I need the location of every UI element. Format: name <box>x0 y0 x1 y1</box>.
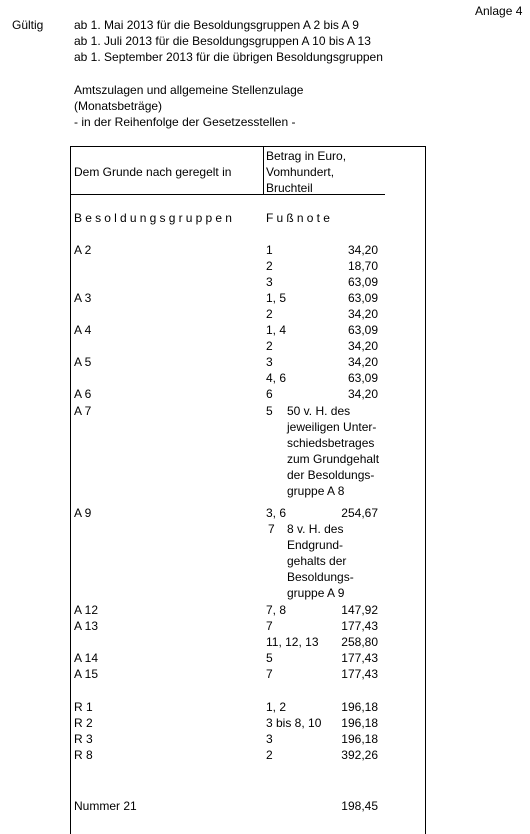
row-footnote: 2 <box>266 307 273 321</box>
row-footnote: 3 <box>266 355 273 369</box>
row-group: A 15 <box>74 667 99 681</box>
row-group: A 2 <box>74 243 92 257</box>
table-header-divider <box>263 146 264 194</box>
row-a7-text-5: der Besoldungs- <box>287 468 375 482</box>
table-row <box>0 699 530 715</box>
row-a7-text-3: schiedsbetrages <box>287 436 375 450</box>
row-group: R 2 <box>74 716 93 730</box>
row-amount: 34,20 <box>347 339 378 353</box>
row-footnote: 6 <box>266 387 273 401</box>
table-row <box>0 602 530 618</box>
row-a9-note-2: 7 <box>268 522 275 536</box>
validity-line-2: ab 1. Juli 2013 für die Besoldungsgruppen A 10 bis A 13 <box>74 34 371 48</box>
row-a7-text-4: zum Grundgehalt <box>287 452 380 466</box>
row-a9-text-2: Endgrund- <box>287 538 344 552</box>
row-amount: 258,80 <box>341 635 378 649</box>
table-row <box>0 258 530 274</box>
table-row <box>0 618 530 634</box>
row-amount: 34,20 <box>347 307 378 321</box>
row-a9-amount: 254,67 <box>341 506 378 520</box>
nummer-label: Nummer 21 <box>74 799 137 813</box>
col1-header: Dem Grunde nach geregelt in <box>74 165 232 179</box>
row-a7-text-1: 50 v. H. des <box>287 404 351 418</box>
row-amount: 177,43 <box>341 651 378 665</box>
row-footnote: 2 <box>266 259 273 273</box>
validity-line-3: ab 1. September 2013 für die übrigen Besoldungsgruppen <box>74 50 383 64</box>
heading-line-3: - in der Reihenfolge der Gesetzesstellen - <box>74 115 296 129</box>
table-header-bottom-left <box>70 194 264 195</box>
table-row <box>0 731 530 747</box>
heading-line-1: Amtszulagen und allgemeine Stellenzulage <box>74 83 304 97</box>
row-group: R 1 <box>74 700 93 714</box>
row-footnote: 1 <box>266 243 273 257</box>
table-row <box>0 338 530 354</box>
row-footnote: 3 <box>266 275 273 289</box>
table-row <box>0 354 530 370</box>
validity-label: Gültig <box>12 18 44 32</box>
row-group: A 6 <box>74 387 92 401</box>
row-footnote: 3 bis 8, 10 <box>266 716 322 730</box>
table-row <box>0 386 530 402</box>
row-amount: 63,09 <box>347 371 378 385</box>
row-amount: 63,09 <box>347 291 378 305</box>
row-group: A 12 <box>74 603 99 617</box>
row-footnote: 1, 5 <box>266 291 287 305</box>
row-group: A 5 <box>74 355 92 369</box>
row-footnote: 2 <box>266 339 273 353</box>
col2-header-line-2: Vomhundert, <box>266 165 335 179</box>
annex-label: Anlage 4 <box>475 4 523 18</box>
row-a7-group: A 7 <box>74 404 92 418</box>
row-a7-text-2: jeweiligen Unter- <box>287 420 377 434</box>
table-row <box>0 634 530 650</box>
table-row <box>0 370 530 386</box>
row-footnote: 1, 4 <box>266 323 287 337</box>
row-amount: 196,18 <box>341 700 378 714</box>
row-amount: 196,18 <box>341 716 378 730</box>
col2-header-line-1: Betrag in Euro, <box>266 149 347 163</box>
row-amount: 196,18 <box>341 732 378 746</box>
table-row <box>0 306 530 322</box>
row-amount: 34,20 <box>347 355 378 369</box>
validity-line-1: ab 1. Mai 2013 für die Besoldungsgruppen A 2 bis A 9 <box>74 18 359 32</box>
row-footnote: 5 <box>266 651 273 665</box>
row-amount: 63,09 <box>347 275 378 289</box>
row-group: A 14 <box>74 651 99 665</box>
table-row <box>0 747 530 763</box>
row-a7-text-6: gruppe A 8 <box>287 484 345 498</box>
table-row <box>0 650 530 666</box>
row-amount: 34,20 <box>347 243 378 257</box>
table-row <box>0 274 530 290</box>
row-group: A 13 <box>74 619 99 633</box>
row-footnote: 2 <box>266 748 273 762</box>
row-a9-text-1: 8 v. H. des <box>287 522 344 536</box>
table-row <box>0 666 530 682</box>
table-row <box>0 715 530 731</box>
row-footnote: 7, 8 <box>266 603 287 617</box>
row-amount: 63,09 <box>347 323 378 337</box>
row-amount: 34,20 <box>347 387 378 401</box>
row-amount: 18,70 <box>347 259 378 273</box>
subheader-fussnote: Fußnote <box>266 211 334 225</box>
row-a9-note: 3, 6 <box>266 506 287 520</box>
row-footnote: 1, 2 <box>266 700 287 714</box>
row-amount: 392,26 <box>341 748 378 762</box>
table-top-border <box>70 146 426 147</box>
row-amount: 177,43 <box>341 619 378 633</box>
row-footnote: 3 <box>266 732 273 746</box>
row-group: A 3 <box>74 291 92 305</box>
row-amount: 147,92 <box>341 603 378 617</box>
table-row <box>0 242 530 258</box>
subheader-besoldungsgruppen: Besoldungsgruppen <box>74 211 236 225</box>
row-amount: 177,43 <box>341 667 378 681</box>
row-a9-text-3: gehalts der <box>287 554 347 568</box>
row-a9-text-5: gruppe A 9 <box>287 586 345 600</box>
heading-line-2: (Monatsbeträge) <box>74 99 163 113</box>
row-group: R 3 <box>74 732 93 746</box>
row-footnote: 7 <box>266 619 273 633</box>
row-a9-text-4: Besoldungs- <box>287 570 354 584</box>
table-row <box>0 322 530 338</box>
table-row <box>0 290 530 306</box>
row-a7-note: 5 <box>266 404 273 418</box>
row-footnote: 4, 6 <box>266 371 287 385</box>
row-group: R 8 <box>74 748 93 762</box>
row-a9-group: A 9 <box>74 506 92 520</box>
row-group: A 4 <box>74 323 92 337</box>
col2-header-line-3: Bruchteil <box>266 181 313 195</box>
row-footnote: 7 <box>266 667 273 681</box>
nummer-amount: 198,45 <box>341 799 378 813</box>
row-footnote: 11, 12, 13 <box>266 635 319 649</box>
